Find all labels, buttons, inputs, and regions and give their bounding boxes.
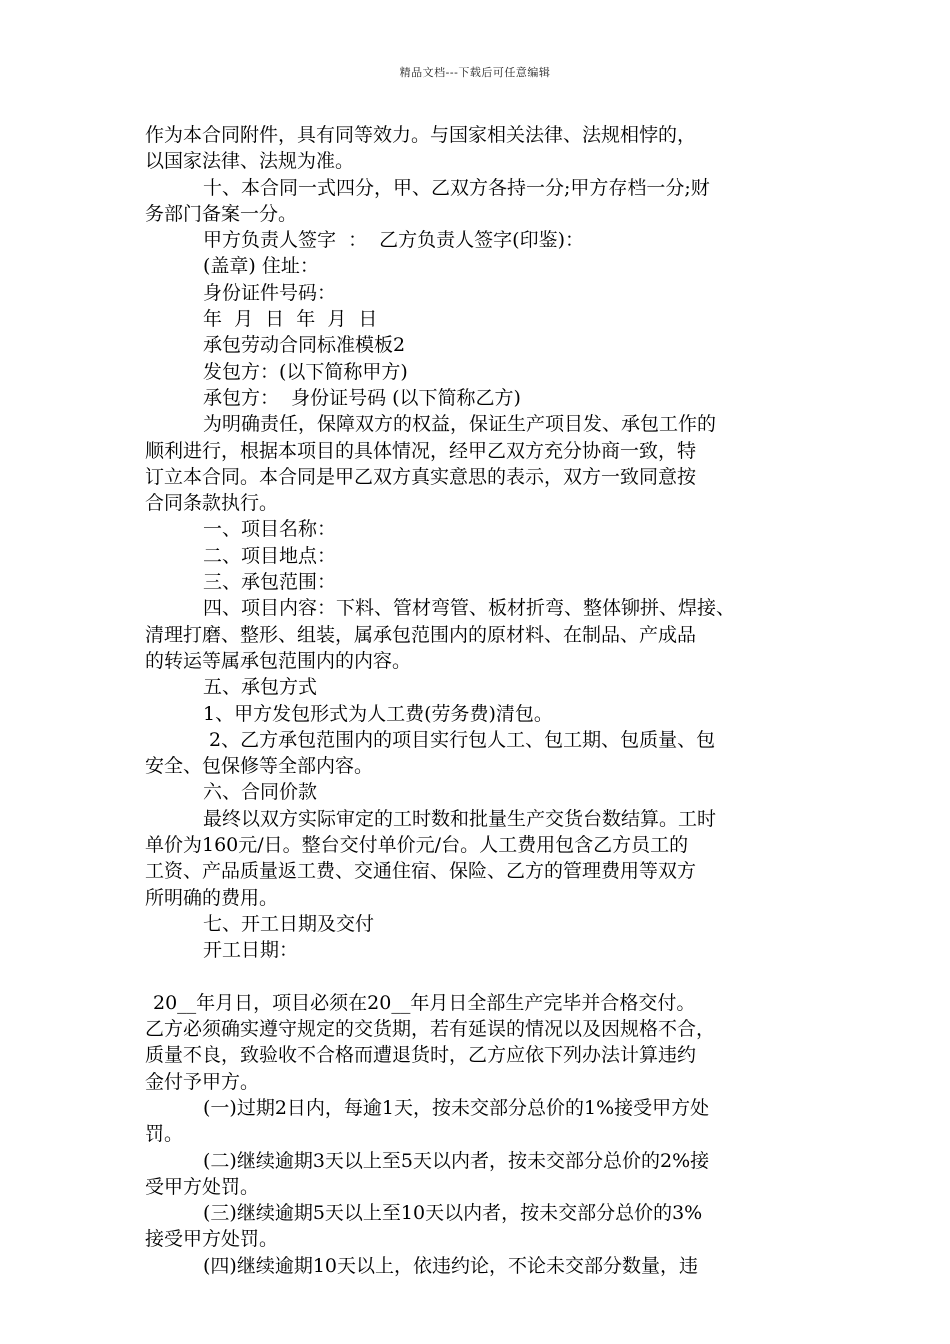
clause-heading: 二、项目地点： bbox=[203, 544, 337, 567]
text-line: (一)过期2日内，每逾1天，按未交部分总价的1%接受甲方处 bbox=[203, 1096, 710, 1119]
clause-heading: 三、承包范围： bbox=[203, 571, 337, 594]
document-body bbox=[145, 122, 815, 1279]
text-line: 金付予甲方。 bbox=[145, 1070, 260, 1093]
text-line: 为明确责任，保障双方的权益，保证生产项目发、承包工作的 bbox=[203, 413, 717, 436]
text-line: (二)继续逾期3天以上至5天以内者，按未交部分总价的2%接 bbox=[203, 1149, 710, 1172]
text-line: 清理打磨、整形、组装，属承包范围内的原材料、在制品、产成品 bbox=[145, 623, 697, 646]
section-title: 承包劳动合同标准模板2 bbox=[203, 334, 406, 357]
text-line: 十、本合同一式四分，甲、乙双方各持一分;甲方存档一分;财 bbox=[203, 176, 710, 199]
text-line: 的转运等属承包范围内的内容。 bbox=[145, 649, 412, 672]
clause-heading: 一、项目名称： bbox=[203, 518, 337, 541]
text-line: 安全、包保修等全部内容。 bbox=[145, 755, 374, 778]
text-line: 20__年月日，项目必须在20__年月日全部生产完毕并合格交付。 bbox=[153, 991, 696, 1014]
text-line: 所明确的费用。 bbox=[145, 886, 279, 909]
seal-address-line: (盖章) 住址： bbox=[203, 255, 319, 278]
text-line: 2、乙方承包范围内的项目实行包人工、包工期、包质量、包 bbox=[203, 728, 716, 751]
text-line: 1、甲方发包形式为人工费(劳务费)清包。 bbox=[203, 702, 553, 725]
id-number-line: 身份证件号码： bbox=[203, 281, 337, 304]
party-a-line: 发包方：(以下简称甲方) bbox=[203, 360, 408, 383]
clause-heading: 六、合同价款 bbox=[203, 781, 318, 804]
text-line: 订立本合同。本合同是甲乙双方真实意思的表示，双方一致同意按 bbox=[145, 465, 697, 488]
text-line: 质量不良，致验收不合格而遭退货时，乙方应依下列办法计算违约 bbox=[145, 1044, 697, 1067]
text-line: 单价为160元/日。整台交付单价元/台。人工费用包含乙方员工的 bbox=[145, 834, 689, 857]
date-line: 年 月 日 年 月 日 bbox=[203, 308, 378, 331]
text-line: 顺利进行，根据本项目的具体情况，经甲乙双方充分协商一致，特 bbox=[145, 439, 697, 462]
text-line: 务部门备案一分。 bbox=[145, 202, 298, 225]
text-line: 作为本合同附件，具有同等效力。与国家相关法律、法规相悖的， bbox=[145, 124, 697, 146]
blank-line bbox=[145, 964, 815, 990]
clause-heading: 四、项目内容：下料、管材弯管、板材折弯、整体铆拼、焊接、 bbox=[203, 597, 736, 620]
text-line: 接受甲方处罚。 bbox=[145, 1228, 279, 1251]
text-line: 合同条款执行。 bbox=[145, 492, 279, 515]
text-line: 以国家法律、法规为准。 bbox=[145, 150, 355, 173]
text-line: (三)继续逾期5天以上至10天以内者，按未交部分总价的3% bbox=[203, 1202, 703, 1225]
clause-heading: 五、承包方式 bbox=[203, 676, 318, 699]
text-line: 罚。 bbox=[145, 1123, 184, 1146]
clause-heading: 七、开工日期及交付 bbox=[203, 912, 375, 935]
text-line: 乙方必须确实遵守规定的交货期，若有延误的情况以及因规格不合， bbox=[145, 1018, 716, 1041]
text-line: 工资、产品质量返工费、交通住宿、保险、乙方的管理费用等双方 bbox=[145, 860, 697, 883]
party-b-line: 承包方： 身份证号码 (以下简称乙方) bbox=[203, 386, 521, 409]
text-line: 受甲方处罚。 bbox=[145, 1175, 260, 1198]
text-line: 最终以双方实际审定的工时数和批量生产交货台数结算。工时 bbox=[203, 807, 717, 830]
page-header: 精品文档---下载后可任意编辑 bbox=[399, 66, 551, 79]
signature-line: 甲方负责人签字 ： 乙方负责人签字(印鉴)： bbox=[203, 229, 584, 252]
text-line: (四)继续逾期10天以上，依违约论，不论未交部分数量，违 bbox=[203, 1254, 699, 1277]
text-line: 开工日期： bbox=[203, 939, 299, 962]
